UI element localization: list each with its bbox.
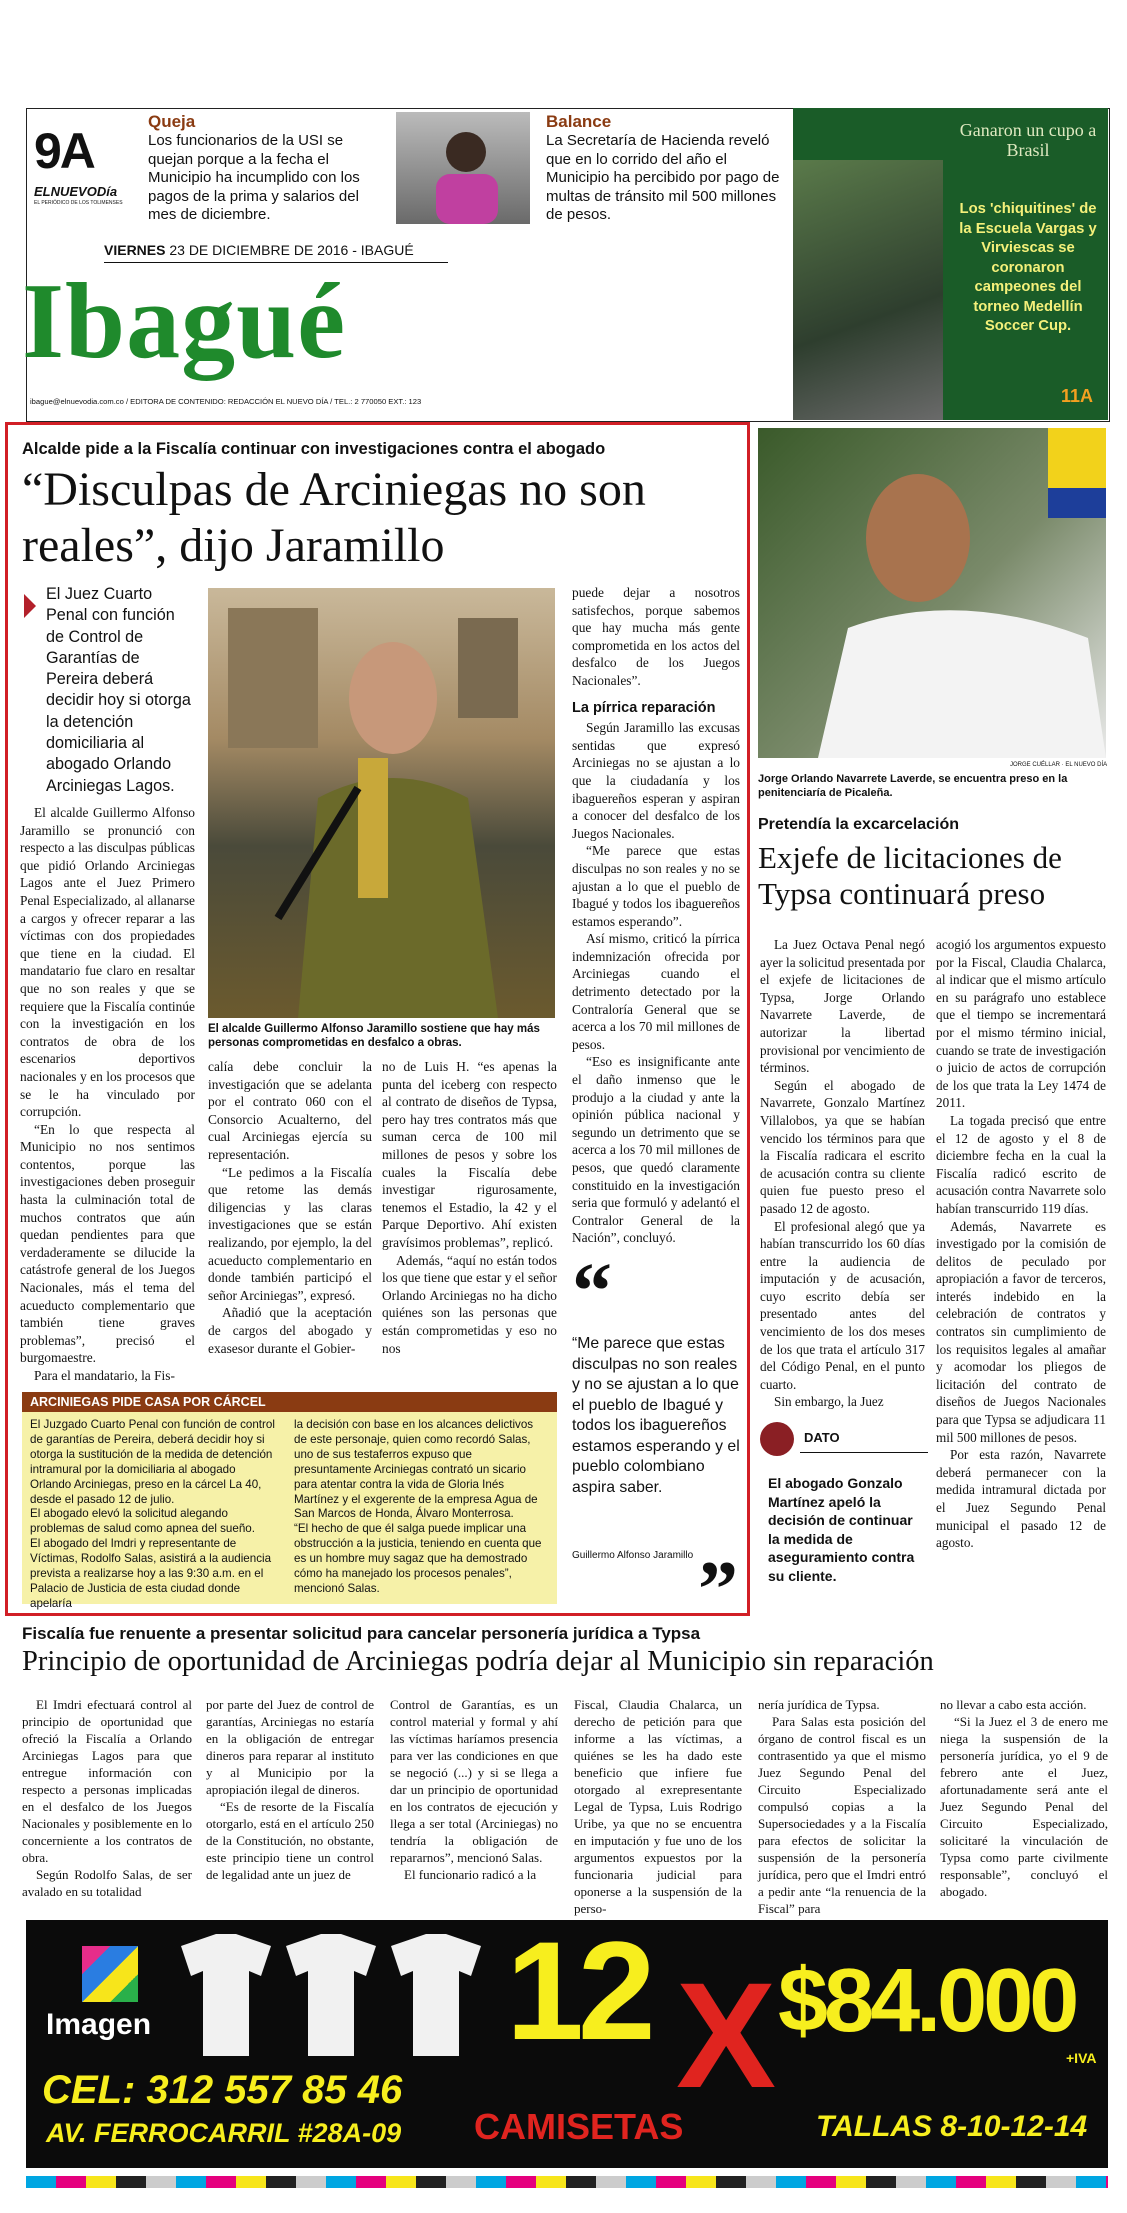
balance-photo (396, 112, 530, 224)
ad-tax: +IVA (1066, 2050, 1097, 2066)
main-kicker: Alcalde pide a la Fiscalía continuar con investigaciones contra el abogado (22, 440, 606, 458)
main-col-1 (20, 804, 195, 1385)
bottom-headline: Principio de oportunidad de Arciniegas podría dejar al Municipio sin reparación (22, 1646, 934, 1677)
paragraph: no llevar a cabo esta acción. (940, 1697, 1087, 1712)
paragraph: Control de Garantías, es un control material y formal y ahí las víctimas haríamos presencia para ver las condiciones en que se negoció (...) y si se llega a dar un principio de oportunidad en los contratos de ejecución y llega a ser total (Arciniegas) no tendría la obligación de repararnos”, mencionó Salas. (390, 1697, 558, 1865)
ad-address: AV. FERROCARRIL #28A-09 (46, 2118, 402, 2148)
lead-marker-icon (24, 594, 36, 618)
team-photo (793, 160, 943, 420)
paragraph: “Es de resorte de la Fiscalía otorgarlo, está en el artículo 250 de la Constitución, no obstante, este principio tiene un control de legalidad ante un juez de (206, 1799, 374, 1882)
dateline-day: VIERNES (104, 242, 166, 258)
paragraph: Fiscal, Claudia Chalarca, un derecho de petición para que informe a las víctimas, a quiénes se les ha dado este beneficio que infiere fue otorgado al exrepresentante Legal de Typsa, Luis Rodrigo Uribe, ya que no se encuentra en imputación y fue uno de los argumentos expuestos por la funcionaria judicial para oponerse a la suspensión de la perso- (574, 1697, 742, 1916)
paragraph: no de Luis H. “es apenas la punta del iceberg con respecto al contrato de diseños de Typsa, pero hay tres contratos más que suman cerca de 100 mil millones de pesos y sobre los cuales la Fiscalía debe investigar rigurosamente, tenemos el Estadio, la 42 y el Parque Deportivo. Ahí existen gravísimos problemas”, replicó. (382, 1059, 557, 1250)
dateline (104, 242, 414, 258)
ad-quantity-label: CAMISETAS (474, 2106, 684, 2147)
ad-phone[interactable]: CEL: 312 557 85 46 (42, 2068, 403, 2112)
page-number: 9A (34, 123, 94, 179)
promo-body: Los 'chiquitines' de la Escuela Vargas y Virviescas se coronaron campeones del torneo Medellín Soccer Cup. (959, 201, 1097, 334)
quote-author: Guillermo Alfonso Jaramillo (572, 1550, 694, 1561)
paragraph: puede dejar a nosotros satisfechos, porque sabemos que hay mucha más gente comprometida en los actos del desfalco de los Juegos Nacionales”. (572, 585, 740, 688)
paragraph: Según Jaramillo las excusas sentidas que expresó Arciniegas no se ajustan a lo que la ciudadanía y los ibaguereños esperan y aspiran a conocer del desfalco de los Juegos Nacionales. (572, 720, 740, 841)
paragraph: Además, “aquí no están todos los que tiene que estar y el señor Orlando Arciniegas no ha dicho quiénes son las personas que están comprometidas y eso no nos (382, 1252, 557, 1356)
queja-title: Queja (148, 112, 196, 131)
box-paragraph: El abogado elevó la solicitud alegando problemas de salud como apnea del sueño. (30, 1507, 255, 1536)
promo-page-ref: 11A (1061, 386, 1094, 406)
section-title: Ibagué (22, 262, 347, 381)
imagen-logo-icon (82, 1946, 138, 2002)
quote-close-icon: ” (698, 1546, 738, 1634)
side-col-2 (936, 936, 1106, 1552)
bottom-kicker: Fiscalía fue renuente a presentar solicitud para cancelar personería jurídica a Typsa (22, 1624, 701, 1643)
main-photo (208, 588, 555, 1018)
cárcel-box (22, 1392, 557, 1610)
balance-title: Balance (546, 112, 612, 131)
paragraph: Para el mandatario, la Fis- (34, 1368, 175, 1383)
side-photo-caption: Jorge Orlando Navarrete Laverde, se encuentra preso en la penitenciaría de Picaleña. (758, 773, 1068, 799)
logo-tagline: EL PERIÓDICO DE LOS TOLIMENSES (34, 200, 123, 206)
paragraph: Además, Navarrete es investigado por la comisión de delitos de peculado por apropiación a favor de terceros, interés indebido en la celebración de contratos y contratos sin cumplimiento de los requisitos legales al amañar y acomodar los pliegos de licitación del contrato de diseños de Juegos Nacionales para que Typsa se adjudicara 11 mil 500 millones de pesos. (936, 1218, 1106, 1445)
paragraph: “Eso es insignificante ante el daño inmenso que le produjo a la ciudad y ante la opinión pública nacional y segundo un detrimento que se acerca a los 70 mil millones de pesos, que quedó claramente constituido en la investigación seria que formuló y adelantó el Contralor General de la Nación”, concluyó. (572, 1054, 740, 1246)
paragraph: “Me parece que estas disculpas no son reales y no se ajustan a lo que el pueblo de Ibagué y todos los ibaguereños estamos esperando”. (572, 843, 740, 929)
bottom-col-2 (206, 1696, 374, 1883)
paragraph: por parte del Juez de control de garantías, Arciniegas no estaría en la obligación de entregar dineros para reparar al instituto y al Municipio por la apropiación ilegal de dineros. (206, 1697, 374, 1797)
bottom-col-4 (574, 1696, 742, 1917)
promo-top: Ganaron un cupo a Brasil (959, 120, 1097, 160)
paragraph: El funcionario radicó a la (404, 1867, 537, 1882)
ad-quantity: 12 (506, 1920, 650, 2069)
main-photo-caption: El alcalde Guillermo Alfonso Jaramillo sostiene que hay más personas comprometidas en desfalco a obras. (208, 1023, 540, 1049)
box-col-2 (294, 1418, 549, 1597)
dato-puzzle-icon (760, 1422, 794, 1456)
dateline-date: 23 DE DICIEMBRE DE 2016 - IBAGUÉ (169, 242, 414, 258)
credits-line: ibague@elnuevodia.com.co / EDITORA DE CONTENIDO: REDACCIÓN EL NUEVO DÍA / TEL.: 2 770050 EXT.: 123 (30, 397, 422, 406)
box-paragraph: El abogado del Imdri y representante de Víctimas, Rodolfo Salas, asistirá a la audiencia prevista a realizarse hoy a las 9:30 a.m. en el Palacio de Justicia de esta ciudad donde apelaría (30, 1537, 272, 1610)
main-col-2 (208, 1058, 372, 1357)
speaker-photo-icon (208, 588, 555, 1018)
side-photo (758, 428, 1106, 758)
paragraph: Según el abogado de Navarrete, Gonzalo Martínez Villalobos, ya que se habían vencido los términos para que la Fiscalía radicara el escrito de acusación contra su cliente quien fue puesto preso el pasado 12 de agosto. (760, 1077, 925, 1216)
paragraph: Según Rodolfo Salas, de ser avalado en su totalidad (22, 1867, 192, 1899)
person-photo-icon (396, 112, 530, 224)
bottom-col-5 (758, 1696, 926, 1917)
paragraph: Por esta razón, Navarrete deberá permanecer con la medida intramural dictada por el Juez Segundo Penal municipal el pasado 12 de agosto. (936, 1447, 1106, 1551)
queja-text: Los funcionarios de la USI se quejan porque a la fecha el Municipio ha incumplido con los pagos de la prima y salarios del mes de diciembre. (148, 132, 360, 223)
print-color-bar (26, 2176, 1108, 2188)
ad-times-sign: X (676, 1951, 777, 2119)
box-paragraph: la decisión con base en los alcances delictivos de este personaje, quien como recordó Salas, uno de sus testaferros expuso que presuntamente Arciniegas contrató un sicario para atentar contra la vida de Gloria Inés Martínez y el exgerente de la empresa Agua de San Marcos de Honda, Álvaro Monterrosa. (294, 1418, 538, 1521)
paragraph: Sin embargo, la Juez (774, 1394, 884, 1410)
main-headline: “Disculpas de Arciniegas no son reales”, dijo Jaramillo (22, 463, 646, 572)
box-col-1 (30, 1418, 280, 1612)
promo-box[interactable] (793, 108, 1108, 420)
quote-open-icon: “ (572, 1248, 612, 1336)
paragraph: El alcalde Guillermo Alfonso Jaramillo se pronunció con respecto a las disculpas públicas que pidió Orlando Arciniegas Lagos ante el Juez Primero Penal Especializado, al allanarse a cargos y ofrecer reparar a las víctimas con dos propiedades que tiene en la ciudad. El mandatario fue claro en resaltar que no son reales y que se requiere que la Fiscalía continúe con la investigación en los contratos de obra de los escenarios deportivos nacionales y en los procesos que se le ha vinculado por corrupción. (20, 805, 195, 1120)
dato-title: DATO (804, 1430, 840, 1445)
ad-brand: Imagen (46, 2008, 152, 2041)
dato-box (760, 1422, 928, 1602)
paragraph: calía debe concluir la investigación que se adelanta por el contrato 060 con el Consorcio Acualterno, del cual Arciniegas ejercía su representación. (208, 1059, 372, 1162)
subhead: La pírrica reparación (572, 699, 716, 716)
newspaper-logo: ELNUEVODía (34, 184, 118, 199)
tshirt-icons (161, 1926, 501, 2066)
main-col-3 (382, 1058, 557, 1357)
side-kicker: Pretendía la excarcelación (758, 816, 959, 833)
side-photo-credit: JORGE CUÉLLAR · EL NUEVO DÍA (1010, 762, 1108, 768)
paragraph: La Juez Octava Penal negó ayer la solicitud presentada por el exjefe de licitaciones de Typsa, Jorge Orlando Navarrete Laverde, de autorizar la libertad provisional por vencimiento de términos. (760, 937, 925, 1076)
paragraph: “Le pedimos a la Fiscalía que retome las demás diligencias y las claras investigaciones que se están realizando, por ejemplo, la del acueducto complementario en donde también participó el señor Arciniegas”, expresó. (208, 1164, 372, 1303)
main-lead: El Juez Cuarto Penal con función de Control de Garantías de Pereira deberá decidir hoy si otorga la detención domiciliaria al abogado Orlando Arciniegas Lagos. (46, 585, 191, 795)
paragraph: Así mismo, criticó la pírrica indemnización ofrecida por Arciniegas cuando el detrimento detectado por la Contraloría General que se acerca a los 70 mil millones de pesos. (572, 931, 740, 1052)
box-title: ARCINIEGAS PIDE CASA POR CÁRCEL (22, 1392, 557, 1412)
side-headline: Exjefe de licitaciones de Typsa continuará preso (758, 840, 1062, 911)
paragraph: nería jurídica de Typsa. (758, 1697, 880, 1712)
dato-rule (800, 1452, 928, 1453)
balance-text: La Secretaría de Hacienda reveló que en lo corrido del año el Municipio ha percibido por pago de multas de tránsito mil 500 millones de pesos. (546, 132, 780, 223)
main-col-4 (572, 584, 740, 1247)
bottom-col-6 (940, 1696, 1108, 1900)
side-col-1 (760, 936, 925, 1411)
ad-sizes: TALLAS 8-10-12-14 (816, 2110, 1088, 2143)
box-paragraph: El Juzgado Cuarto Penal con función de control de garantías de Pereira, deberá decidir hoy si otorga la sustitución de la medida de detención intramural por la domiciliaria al abogado Orlando Arciniegas, preso en la cárcel La 40, desde el pasado 12 de julio. (30, 1418, 275, 1506)
paragraph: Añadió que la aceptación de cargos del abogado y exasesor durante el Gobier- (208, 1305, 372, 1356)
pull-quote: “Me parece que estas disculpas no son reales y no se ajustan a lo que el pueblo de Ibagué y todos los ibaguereños estamos esperando y el pueblo colombiano aspira saber. (572, 1335, 740, 1496)
advertisement[interactable] (26, 1920, 1108, 2168)
paragraph: acogió los argumentos expuesto por la Fiscal, Claudia Chalarca, al indicar que el mismo artículo en su parágrafo uno establece que el tiempo se incrementará por el mismo término inicial, cuando se trate de investigación o juicio de actos de corrupción de los que trata la Ley 1474 de 2011. (936, 937, 1106, 1111)
paragraph: El Imdri efectuará control al principio de oportunidad que ofreció la Fiscalía a Orlando Arciniegas Lagos para que entregue información con respecto a personas implicadas en el desfalco de los Juegos Nacionales y posiblemente en lo concerniente a los contratos de obra. (22, 1697, 192, 1865)
paragraph: “Si la Juez el 3 de enero me niega la suspensión de la personería jurídica, yo el 9 de febrero ante el Juez, afortunadamente será ante el Juez Segundo Penal del Circuito Especializado, solicitaré la vinculación de Typsa como parte civilmente responsable”, concluyó el abogado. (940, 1714, 1108, 1899)
detainee-photo-icon (758, 428, 1106, 758)
paragraph: “En lo que respecta al Municipio no nos sentimos contentos, porque las investigaciones deben proseguir hasta la culminación total de muchos contratos que aún quedan pendientes para que verdaderamente se dilucide la catástrofe general de los Juegos Nacionales, más el tema del acueducto complementario que también tiene graves problemas”, precisó el burgomaestre. (20, 1121, 195, 1366)
paragraph: Para Salas esta posición del órgano de control fiscal es un contrasentido ya que el mismo Juez Segundo Penal del Circuito Especializado compulsó copias a la Supersociedades y a la Fiscalía para efectos de solicitar la suspensión de la personería jurídica, pero que el Imdri entró a pedir ante “la renuencia de la Fiscal” para (758, 1714, 926, 1916)
dato-text: El abogado Gonzalo Martínez apeló la decisión de continuar la medida de aseguramiento contra su cliente. (768, 1475, 915, 1584)
paragraph: El profesional alegó que ya habían transcurrido los 60 días entre la audiencia de imputación y de acusación, cuyo escrito debía ser presentado antes del vencimiento de los dos meses de los que trata el artículo 317 del Código Penal, en el punto cuarto. (760, 1218, 925, 1392)
box-paragraph: “El hecho de que él salga puede implicar una obstrucción a la justicia, teniendo en cuenta que es un hombre muy sagaz que ha demostrado cómo ha manejado los procesos penales”, mencionó Salas. (294, 1522, 542, 1595)
bottom-col-3 (390, 1696, 558, 1883)
bottom-col-1 (22, 1696, 192, 1900)
paragraph: La togada precisó que entre el 12 de agosto y el 8 de diciembre fecha en la cual la Fiscalía radicó escrito de acusación contra Navarrete solo habían transcurrido 119 días. (936, 1112, 1106, 1216)
ad-price: $84.000 (778, 1951, 1076, 2051)
